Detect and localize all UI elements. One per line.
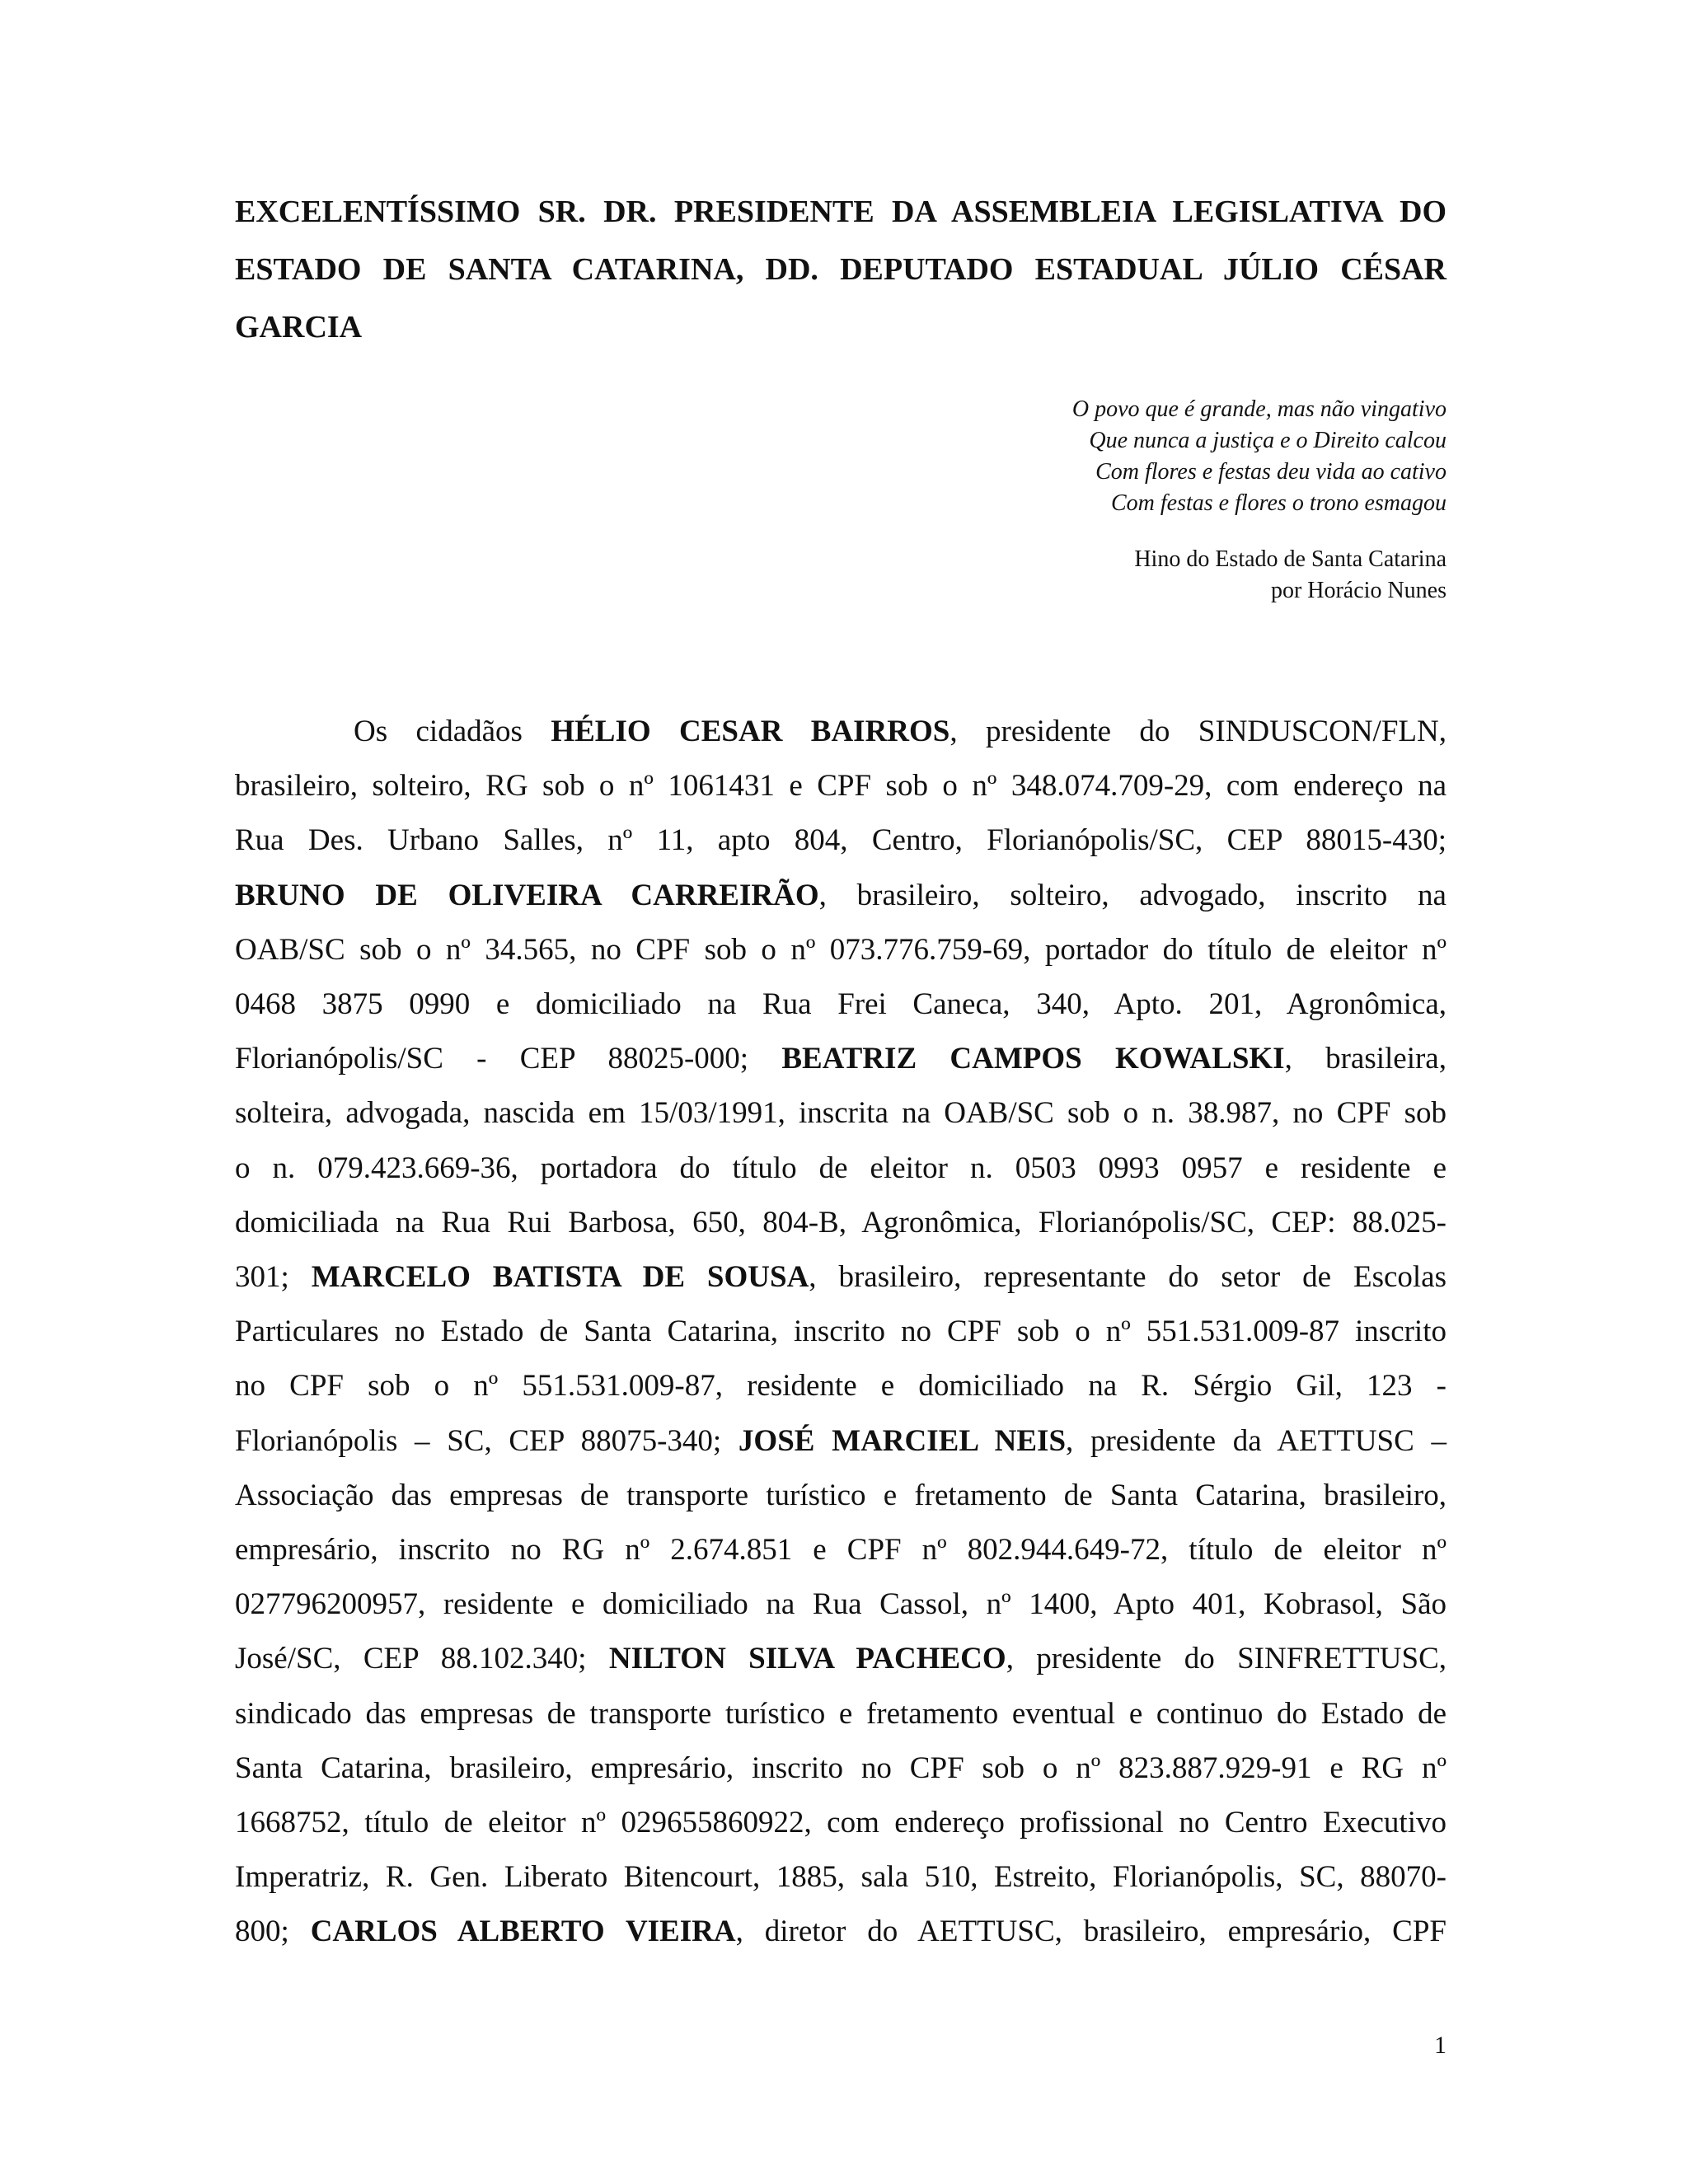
body-text-run: , diretor do AETTUSC, brasileiro, empresário, CPF bbox=[735, 1915, 1447, 1949]
body-text-run: , presidente do SINFRETTUSC, bbox=[1006, 1642, 1447, 1676]
body-text-run: brasileiro, solteiro, RG sob o nº 1061431 e CPF sob o nº 348.074.709-29, com endereço na bbox=[235, 769, 1447, 804]
body-text-run: OAB/SC sob o nº 34.565, no CPF sob o nº 073.776.759-69, portador do título de eleitor nº bbox=[235, 932, 1447, 967]
body-line bbox=[235, 1632, 1447, 1686]
party-name: BRUNO DE OLIVEIRA CARREIRÃO bbox=[235, 878, 819, 912]
body-line bbox=[235, 1796, 1447, 1850]
body-line bbox=[235, 923, 1447, 977]
body-line bbox=[235, 1577, 1447, 1632]
body-line bbox=[235, 1250, 1447, 1305]
body-text-run: Associação das empresas de transporte turístico e fretamento de Santa Catarina, brasileiro, bbox=[235, 1478, 1447, 1512]
body-text-run: 301; bbox=[235, 1260, 312, 1295]
party-name: MARCELO BATISTA DE SOUSA bbox=[311, 1260, 809, 1295]
body-text-run: Florianópolis/SC - CEP 88025-000; bbox=[235, 1042, 782, 1076]
body-text-run: solteira, advogada, nascida em 15/03/1991, inscrita na OAB/SC sob o n. 38.987, no CPF sob bbox=[235, 1096, 1447, 1131]
body-line bbox=[235, 705, 1447, 759]
body-text-run: no CPF sob o nº 551.531.009-87, residente e domiciliado na R. Sérgio Gil, 123 - bbox=[235, 1369, 1447, 1404]
epigraph-source: Hino do Estado de Santa Catarina bbox=[1134, 546, 1447, 572]
body-line bbox=[235, 1086, 1447, 1141]
body-text-run: , brasileira, bbox=[1284, 1042, 1447, 1076]
body-line bbox=[235, 813, 1447, 868]
body-line bbox=[235, 1141, 1447, 1196]
body-text-run: 1668752, título de eleitor nº 029655860922, com endereço profissional no Centro Executivo bbox=[235, 1806, 1447, 1840]
body-line bbox=[235, 1305, 1447, 1359]
epigraph-attribution bbox=[705, 544, 1447, 607]
body-text-run: sindicado das empresas de transporte turístico e fretamento eventual e continuo do Estado de bbox=[235, 1696, 1447, 1731]
body-text-run: , brasileiro, representante do setor de Escolas bbox=[809, 1260, 1447, 1295]
epigraph-verse: O povo que é grande, mas não vingativo bbox=[1071, 396, 1447, 422]
body-text-run: domiciliada na Rua Rui Barbosa, 650, 804-B, Agronômica, Florianópolis/SC, CEP: 88.025- bbox=[235, 1205, 1447, 1240]
party-name: NILTON SILVA PACHECO bbox=[608, 1642, 1006, 1676]
heading-line-2: ESTADO DE SANTA CATARINA, DD. DEPUTADO ESTADUAL JÚLIO CÉSAR bbox=[235, 252, 1447, 287]
body-text-run: , presidente da AETTUSC – bbox=[1066, 1423, 1447, 1458]
body-text-run: 027796200957, residente e domiciliado na Rua Cassol, nº 1400, Apto 401, Kobrasol, São bbox=[235, 1587, 1447, 1622]
body-text-run: Particulares no Estado de Santa Catarina, inscrito no CPF sob o nº 551.531.009-87 inscrito bbox=[235, 1315, 1447, 1349]
body-line bbox=[235, 1687, 1447, 1741]
body-line bbox=[235, 1196, 1447, 1250]
body-line bbox=[235, 759, 1447, 813]
body-text-run: Santa Catarina, brasileiro, empresário, inscrito no CPF sob o nº 823.887.929-91 e RG nº bbox=[235, 1750, 1447, 1785]
heading-line-3: GARCIA bbox=[235, 310, 363, 344]
page-number: 1 bbox=[1434, 2032, 1447, 2059]
body-line bbox=[235, 1741, 1447, 1796]
body-line bbox=[235, 977, 1447, 1032]
body-line bbox=[235, 1359, 1447, 1413]
body-text-run: Rua Des. Urbano Salles, nº 11, apto 804, Centro, Florianópolis/SC, CEP 88015-430; bbox=[235, 823, 1447, 858]
body-text-run: 800; bbox=[235, 1915, 311, 1949]
body-line bbox=[235, 1032, 1447, 1086]
document-heading bbox=[235, 183, 1447, 356]
body-text-run: , presidente do SINDUSCON/FLN, bbox=[950, 715, 1447, 748]
body-text-run: Os cidadãos bbox=[354, 715, 551, 748]
body-text-run: o n. 079.423.669-36, portadora do título de eleitor n. 0503 0993 0957 e residente e bbox=[235, 1151, 1447, 1185]
body-text-run: José/SC, CEP 88.102.340; bbox=[235, 1642, 609, 1676]
body-line bbox=[235, 1469, 1447, 1523]
body-text-run: empresário, inscrito no RG nº 2.674.851 e CPF nº 802.944.649-72, título de eleitor nº bbox=[235, 1533, 1447, 1568]
body-text-run: , brasileiro, solteiro, advogado, inscrito na bbox=[818, 878, 1447, 912]
heading-line-1: EXCELENTÍSSIMO SR. DR. PRESIDENTE DA ASSEMBLEIA LEGISLATIVA DO bbox=[235, 194, 1447, 229]
epigraph-author: por Horácio Nunes bbox=[1270, 578, 1447, 603]
body-line bbox=[235, 1523, 1447, 1577]
epigraph-verse: Com flores e festas deu vida ao cativo bbox=[1095, 459, 1447, 485]
party-name: BEATRIZ CAMPOS KOWALSKI bbox=[781, 1042, 1285, 1076]
body-line bbox=[235, 869, 1447, 923]
body-text-run: Florianópolis – SC, CEP 88075-340; bbox=[235, 1423, 738, 1458]
body-text-run: Imperatriz, R. Gen. Liberato Bitencourt, 1885, sala 510, Estreito, Florianópolis, SC, 88070- bbox=[235, 1860, 1447, 1895]
body-paragraph bbox=[235, 705, 1447, 1960]
party-name: JOSÉ MARCIEL NEIS bbox=[738, 1423, 1067, 1458]
body-line bbox=[235, 1414, 1447, 1469]
epigraph-verse: Com festas e flores o trono esmagou bbox=[1110, 490, 1447, 516]
body-text-run: 0468 3875 0990 e domiciliado na Rua Frei Caneca, 340, Apto. 201, Agronômica, bbox=[235, 987, 1447, 1022]
epigraph-verse: Que nunca a justiça e o Direito calcou bbox=[1089, 428, 1447, 453]
body-line bbox=[235, 1905, 1447, 1959]
party-name: CARLOS ALBERTO VIEIRA bbox=[310, 1915, 736, 1949]
body-line bbox=[235, 1850, 1447, 1905]
party-name: HÉLIO CESAR BAIRROS bbox=[551, 715, 950, 748]
epigraph bbox=[705, 394, 1447, 607]
